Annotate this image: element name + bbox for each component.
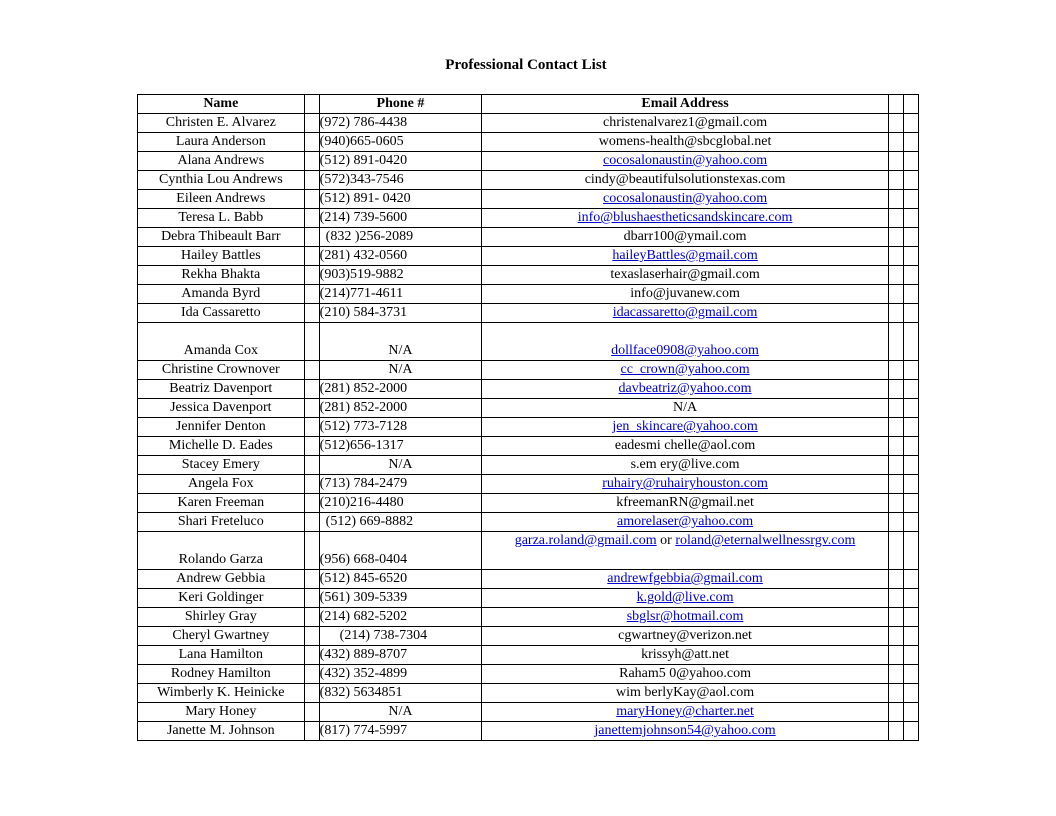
contact-table — [137, 94, 919, 741]
table-row — [138, 266, 919, 285]
column-spacer — [903, 190, 918, 209]
column-spacer — [888, 589, 903, 608]
table-row — [138, 285, 919, 304]
email-text: cgwartney@verizon.net — [618, 628, 752, 643]
contact-name: Mary Honey — [138, 703, 305, 722]
column-header-name: Name — [138, 95, 305, 114]
column-spacer — [903, 171, 918, 190]
contact-email-cell — [482, 437, 889, 456]
column-spacer — [903, 475, 918, 494]
contact-name: Teresa L. Babb — [138, 209, 305, 228]
contact-name: Debra Thibeault Barr — [138, 228, 305, 247]
column-spacer — [903, 684, 918, 703]
column-spacer — [903, 247, 918, 266]
column-spacer — [304, 722, 319, 741]
column-spacer — [304, 570, 319, 589]
contact-phone: (281) 852-2000 — [319, 399, 482, 418]
contact-email-cell — [482, 513, 889, 532]
table-row — [138, 646, 919, 665]
contact-email-cell — [482, 456, 889, 475]
table-row — [138, 475, 919, 494]
table-row — [138, 456, 919, 475]
contact-email-cell — [482, 190, 889, 209]
column-spacer — [888, 456, 903, 475]
column-spacer — [903, 133, 918, 152]
email-text: kfreemanRN@gmail.net — [616, 495, 754, 510]
column-spacer — [888, 684, 903, 703]
email-link[interactable]: cocosalonaustin@yahoo.com — [602, 191, 768, 206]
contact-phone: N/A — [319, 456, 482, 475]
table-row — [138, 494, 919, 513]
column-spacer — [903, 209, 918, 228]
contact-name: Rekha Bhakta — [138, 266, 305, 285]
column-spacer — [888, 475, 903, 494]
contact-email-cell — [482, 532, 889, 570]
contact-phone: (214) 739-5600 — [319, 209, 482, 228]
column-spacer — [903, 418, 918, 437]
contact-email-cell — [482, 627, 889, 646]
column-spacer — [903, 494, 918, 513]
email-link[interactable]: idacassaretto@gmail.com — [612, 305, 758, 320]
contact-email-cell — [482, 304, 889, 323]
contact-phone: (214) 682-5202 — [319, 608, 482, 627]
contact-email-cell — [482, 171, 889, 190]
email-link[interactable]: haileyBattles@gmail.com — [612, 248, 758, 263]
column-spacer — [304, 190, 319, 209]
column-spacer — [888, 570, 903, 589]
column-spacer — [903, 266, 918, 285]
column-spacer — [304, 95, 319, 114]
column-spacer — [903, 722, 918, 741]
column-spacer — [903, 627, 918, 646]
table-row — [138, 114, 919, 133]
column-spacer — [903, 114, 918, 133]
column-spacer — [304, 437, 319, 456]
column-spacer — [304, 171, 319, 190]
email-link[interactable]: k.gold@live.com — [636, 590, 734, 605]
column-spacer — [304, 247, 319, 266]
contact-phone: (281) 432-0560 — [319, 247, 482, 266]
contact-name: Keri Goldinger — [138, 589, 305, 608]
table-row — [138, 133, 919, 152]
column-spacer — [888, 190, 903, 209]
column-spacer — [903, 95, 918, 114]
column-spacer — [304, 703, 319, 722]
column-spacer — [304, 228, 319, 247]
contact-email-cell — [482, 608, 889, 627]
contact-name: Karen Freeman — [138, 494, 305, 513]
contact-email-cell — [482, 228, 889, 247]
contact-phone: (512) 891- 0420 — [319, 190, 482, 209]
table-row — [138, 323, 919, 361]
column-spacer — [903, 513, 918, 532]
contact-name: Cynthia Lou Andrews — [138, 171, 305, 190]
contact-name: Amanda Cox — [138, 323, 305, 361]
email-text: N/A — [672, 400, 698, 415]
email-link[interactable]: cc_crown@yahoo.com — [620, 362, 750, 377]
email-text: texaslaserhair@gmail.com — [610, 267, 760, 282]
column-spacer — [903, 228, 918, 247]
contact-phone: (713) 784-2479 — [319, 475, 482, 494]
email-link[interactable]: cocosalonaustin@yahoo.com — [602, 153, 768, 168]
column-spacer — [903, 361, 918, 380]
contact-phone: (512)656-1317 — [319, 437, 482, 456]
table-row — [138, 304, 919, 323]
email-link[interactable]: jen_skincare@yahoo.com — [612, 419, 758, 434]
column-spacer — [888, 646, 903, 665]
contact-phone: (956) 668-0404 — [319, 532, 482, 570]
email-link[interactable]: dollface0908@yahoo.com — [611, 343, 759, 358]
column-spacer — [903, 589, 918, 608]
column-spacer — [903, 437, 918, 456]
contact-name: Janette M. Johnson — [138, 722, 305, 741]
table-row — [138, 228, 919, 247]
contact-name: Jessica Davenport — [138, 399, 305, 418]
column-spacer — [888, 266, 903, 285]
column-spacer — [304, 114, 319, 133]
contact-name: Jennifer Denton — [138, 418, 305, 437]
table-row — [138, 247, 919, 266]
column-spacer — [888, 627, 903, 646]
table-row — [138, 361, 919, 380]
column-spacer — [888, 703, 903, 722]
table-row — [138, 437, 919, 456]
table-row — [138, 665, 919, 684]
table-row — [138, 399, 919, 418]
contact-email-cell — [482, 285, 889, 304]
table-row — [138, 570, 919, 589]
column-spacer — [304, 532, 319, 570]
table-row — [138, 171, 919, 190]
email-link[interactable]: davbeatriz@yahoo.com — [618, 381, 752, 396]
table-row — [138, 684, 919, 703]
contact-email-cell — [482, 361, 889, 380]
contact-phone: (512) 891-0420 — [319, 152, 482, 171]
contact-phone: (210) 584-3731 — [319, 304, 482, 323]
email-text: Raham5 0@yahoo.com — [619, 666, 751, 681]
table-row — [138, 532, 919, 570]
contact-name: Christen E. Alvarez — [138, 114, 305, 133]
contact-phone: N/A — [319, 361, 482, 380]
contact-phone: (940)665-0605 — [319, 133, 482, 152]
email-link[interactable]: andrewfgebbia@gmail.com — [607, 571, 763, 586]
email-text: eadesmi chelle@aol.com — [614, 438, 756, 453]
contact-email-cell — [482, 475, 889, 494]
column-spacer — [903, 703, 918, 722]
column-spacer — [888, 228, 903, 247]
email-text: cindy@beautifulsolutionstexas.com — [584, 172, 786, 187]
email-link[interactable]: janettemjohnson54@yahoo.com — [594, 723, 776, 738]
contact-phone: (832) 5634851 — [319, 684, 482, 703]
column-spacer — [888, 152, 903, 171]
column-spacer — [903, 646, 918, 665]
column-spacer — [888, 532, 903, 570]
column-spacer — [888, 608, 903, 627]
contact-phone: (512) 669-8882 — [319, 513, 482, 532]
table-header-row — [138, 95, 919, 114]
column-spacer — [888, 418, 903, 437]
column-spacer — [304, 418, 319, 437]
column-spacer — [304, 475, 319, 494]
contact-phone: (972) 786-4438 — [319, 114, 482, 133]
contact-name: Cheryl Gwartney — [138, 627, 305, 646]
contact-name: Wimberly K. Heinicke — [138, 684, 305, 703]
table-row — [138, 608, 919, 627]
contact-email-cell — [482, 380, 889, 399]
contact-name: Andrew Gebbia — [138, 570, 305, 589]
column-spacer — [304, 627, 319, 646]
contact-name: Michelle D. Eades — [138, 437, 305, 456]
table-row — [138, 589, 919, 608]
email-link[interactable]: sbglsr@hotmail.com — [626, 609, 744, 624]
contact-phone: (572)343-7546 — [319, 171, 482, 190]
column-spacer — [888, 494, 903, 513]
table-row — [138, 722, 919, 741]
contact-phone: (832 )256-2089 — [319, 228, 482, 247]
contact-name: Amanda Byrd — [138, 285, 305, 304]
column-spacer — [903, 380, 918, 399]
contact-phone: (432) 352-4899 — [319, 665, 482, 684]
table-row — [138, 627, 919, 646]
column-spacer — [903, 304, 918, 323]
contact-phone: (281) 852-2000 — [319, 380, 482, 399]
column-spacer — [888, 247, 903, 266]
column-spacer — [888, 361, 903, 380]
column-spacer — [304, 665, 319, 684]
contact-name: Laura Anderson — [138, 133, 305, 152]
email-link[interactable]: info@blushaestheticsandskincare.com — [577, 210, 793, 225]
column-header-email: Email Address — [482, 95, 889, 114]
contact-name: Rodney Hamilton — [138, 665, 305, 684]
table-row — [138, 190, 919, 209]
contact-phone: N/A — [319, 323, 482, 361]
column-spacer — [888, 323, 903, 361]
column-spacer — [903, 323, 918, 361]
column-spacer — [304, 380, 319, 399]
contact-email-cell — [482, 722, 889, 741]
contact-email-cell — [482, 323, 889, 361]
contact-email-cell — [482, 665, 889, 684]
contact-name: Shirley Gray — [138, 608, 305, 627]
contact-phone: N/A — [319, 703, 482, 722]
column-spacer — [304, 209, 319, 228]
contact-name: Ida Cassaretto — [138, 304, 305, 323]
column-spacer — [888, 209, 903, 228]
table-row — [138, 152, 919, 171]
column-spacer — [304, 513, 319, 532]
column-spacer — [903, 665, 918, 684]
column-spacer — [304, 152, 319, 171]
column-spacer — [888, 513, 903, 532]
column-spacer — [888, 399, 903, 418]
column-spacer — [304, 684, 319, 703]
contact-name: Eileen Andrews — [138, 190, 305, 209]
contact-phone: (512) 773-7128 — [319, 418, 482, 437]
contact-name: Christine Crownover — [138, 361, 305, 380]
contact-phone: (432) 889-8707 — [319, 646, 482, 665]
contact-name: Hailey Battles — [138, 247, 305, 266]
contact-email-cell — [482, 684, 889, 703]
column-spacer — [304, 399, 319, 418]
contact-phone: (561) 309-5339 — [319, 589, 482, 608]
email-text: womens-health@sbcglobal.net — [598, 134, 772, 149]
column-spacer — [304, 285, 319, 304]
column-spacer — [903, 608, 918, 627]
column-spacer — [304, 494, 319, 513]
column-spacer — [888, 133, 903, 152]
contact-email-cell — [482, 114, 889, 133]
email-link[interactable]: maryHoney@charter.net — [616, 704, 754, 719]
contact-email-cell — [482, 494, 889, 513]
column-spacer — [304, 456, 319, 475]
email-link[interactable]: amorelaser@yahoo.com — [616, 514, 754, 529]
table-row — [138, 380, 919, 399]
column-spacer — [888, 380, 903, 399]
column-spacer — [304, 304, 319, 323]
column-spacer — [888, 285, 903, 304]
contact-email-cell — [482, 589, 889, 608]
table-row — [138, 418, 919, 437]
column-spacer — [888, 114, 903, 133]
contact-email-cell — [482, 133, 889, 152]
column-spacer — [304, 361, 319, 380]
column-header-phone: Phone # — [319, 95, 482, 114]
contact-email-cell — [482, 570, 889, 589]
contact-email-cell — [482, 399, 889, 418]
email-text: s.em ery@live.com — [630, 457, 740, 472]
contact-email-cell — [482, 646, 889, 665]
contact-phone: (903)519-9882 — [319, 266, 482, 285]
email-text: krissyh@att.net — [641, 647, 730, 662]
column-spacer — [888, 722, 903, 741]
contact-name: Rolando Garza — [138, 532, 305, 570]
column-spacer — [903, 570, 918, 589]
contact-phone: (210)216-4480 — [319, 494, 482, 513]
page-title: Professional Contact List — [445, 57, 607, 73]
email-link[interactable]: ruhairy@ruhairyhouston.com — [602, 476, 768, 491]
email-separator: or — [660, 533, 672, 548]
email-text: info@juvanew.com — [630, 286, 740, 301]
column-spacer — [304, 646, 319, 665]
column-spacer — [888, 171, 903, 190]
contact-phone: (214) 738-7304 — [319, 627, 482, 646]
table-row — [138, 703, 919, 722]
email-link[interactable]: garza.roland@gmail.com — [514, 533, 657, 548]
contact-name: Angela Fox — [138, 475, 305, 494]
contact-email-cell — [482, 209, 889, 228]
column-spacer — [903, 456, 918, 475]
contact-phone: (214)771-4611 — [319, 285, 482, 304]
column-spacer — [304, 608, 319, 627]
contact-name: Stacey Emery — [138, 456, 305, 475]
contact-name: Beatriz Davenport — [138, 380, 305, 399]
column-spacer — [888, 304, 903, 323]
contact-name: Shari Freteluco — [138, 513, 305, 532]
email-text: christenalvarez1@gmail.com — [603, 115, 768, 130]
contact-email-cell — [482, 703, 889, 722]
table-row — [138, 209, 919, 228]
column-spacer — [888, 95, 903, 114]
column-spacer — [903, 532, 918, 570]
column-spacer — [304, 266, 319, 285]
contact-email-cell — [482, 247, 889, 266]
column-spacer — [903, 285, 918, 304]
column-spacer — [304, 589, 319, 608]
column-spacer — [903, 399, 918, 418]
contact-email-cell — [482, 418, 889, 437]
column-spacer — [888, 437, 903, 456]
contact-email-cell — [482, 266, 889, 285]
contact-name: Alana Andrews — [138, 152, 305, 171]
contact-phone: (512) 845-6520 — [319, 570, 482, 589]
email-text: dbarr100@ymail.com — [623, 229, 747, 244]
column-spacer — [304, 323, 319, 361]
column-spacer — [304, 133, 319, 152]
column-spacer — [903, 152, 918, 171]
table-row — [138, 513, 919, 532]
contact-email-cell — [482, 152, 889, 171]
contact-phone: (817) 774-5997 — [319, 722, 482, 741]
contact-name: Lana Hamilton — [138, 646, 305, 665]
email-link[interactable]: roland@eternalwellnessrgv.com — [675, 533, 856, 548]
column-spacer — [888, 665, 903, 684]
email-text: wim berlyKay@aol.com — [616, 685, 755, 700]
